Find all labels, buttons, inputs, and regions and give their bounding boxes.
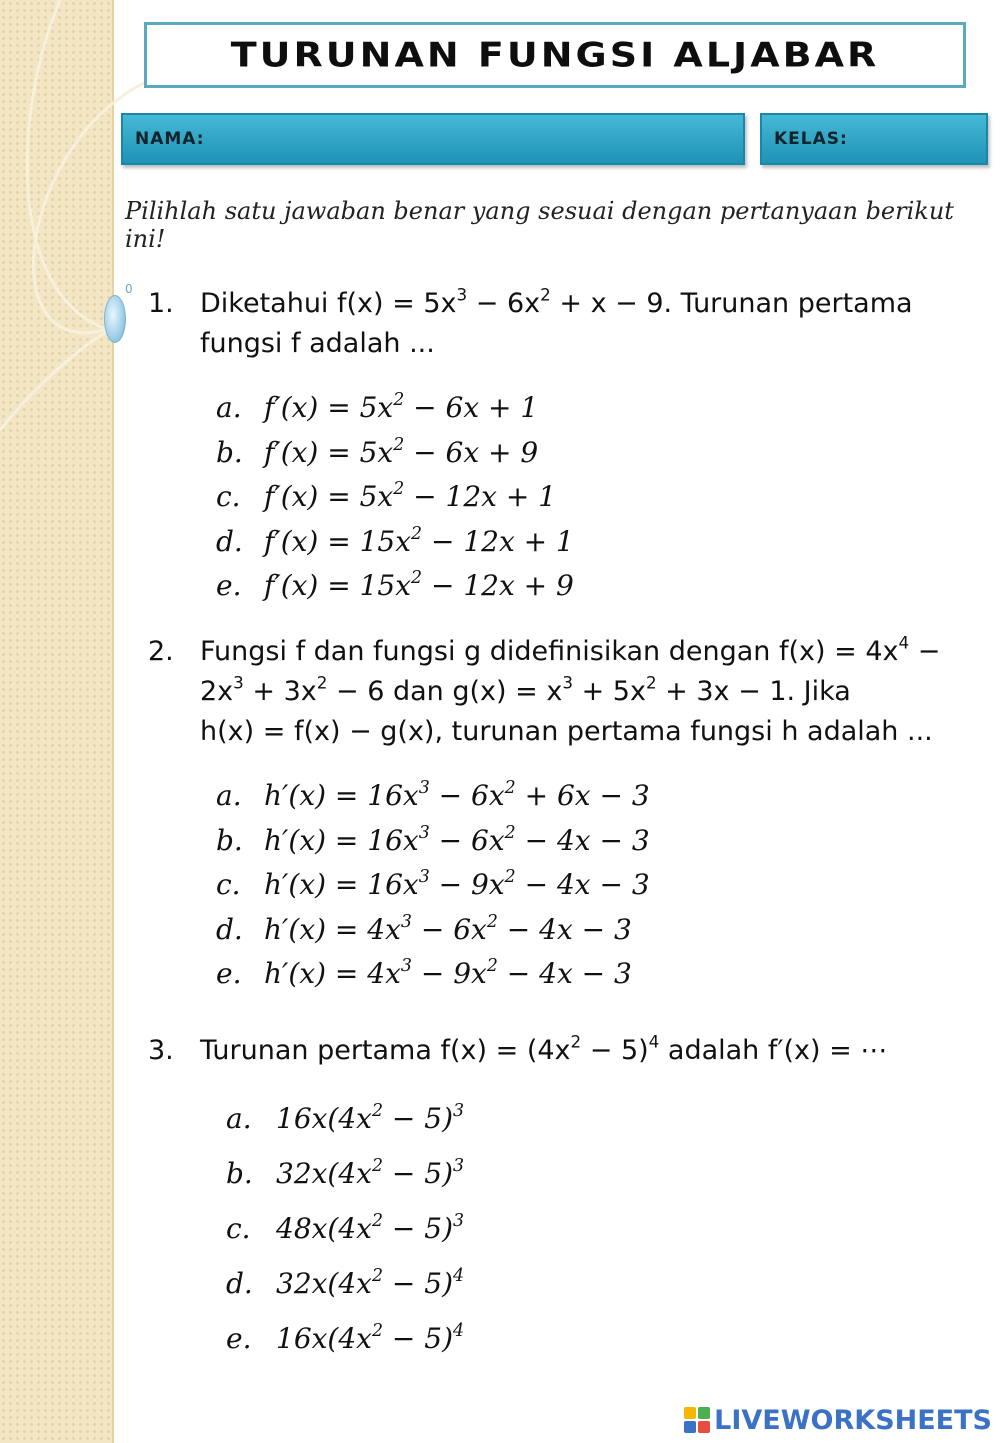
- brand-name: LIVEWORKSHEETS: [714, 1404, 992, 1436]
- page-title: TURUNAN FUNGSI ALJABAR: [230, 35, 880, 75]
- name-label: NAMA:: [135, 129, 205, 149]
- question-text-line: Turunan pertama $f(x) = (4x^2 - 5)^4$ adalah f′(x) = ⋯: [200, 1031, 888, 1066]
- question-text-line: Diketahui $f(x) = 5x^3 - 6x^2 + x - 9$. Turunan pertama: [200, 284, 913, 319]
- option-expression: $h'(x) = 4x^3 - 9x^2 - 4x - 3$: [264, 955, 632, 990]
- class-field[interactable]: [760, 113, 988, 165]
- option-letter: e.: [216, 957, 242, 990]
- option-expression: $f'(x) = 15x^2 - 12x + 1$: [264, 523, 574, 558]
- question-text-line: $2x^3 + 3x^2 - 6$ dan $g(x) = x^3 + 5x^2 + 3x - 1$. Jika: [200, 672, 851, 707]
- liveworksheets-logo: [684, 1405, 992, 1435]
- option-expression: $32x(4x^2 - 5)^4$: [276, 1265, 465, 1300]
- decorative-curves: [0, 0, 150, 520]
- option-letter: c.: [216, 868, 241, 901]
- option-letter: e.: [226, 1322, 252, 1355]
- logo-icon: [684, 1407, 710, 1433]
- option-expression: $f'(x) = 5x^2 - 6x + 1$: [264, 389, 539, 424]
- option-letter: a.: [226, 1102, 252, 1135]
- option-expression: $f'(x) = 5x^2 - 12x + 1$: [264, 478, 557, 513]
- option-letter: a.: [216, 779, 242, 812]
- option-expression: $16x(4x^2 - 5)^3$: [276, 1100, 465, 1135]
- option-expression: $h'(x) = 4x^3 - 6x^2 - 4x - 3$: [264, 911, 632, 946]
- option-expression: $h'(x) = 16x^3 - 6x^2 + 6x - 3$: [264, 777, 650, 812]
- option-expression: $48x(4x^2 - 5)^3$: [276, 1210, 465, 1245]
- option-letter: c.: [226, 1212, 251, 1245]
- title-box: [144, 22, 966, 88]
- slide-bullet-icon: [104, 295, 126, 343]
- question-number: 1.: [148, 288, 174, 319]
- instruction-text: Pilihlah satu jawaban benar yang sesuai dengan pertanyaan berikut ini!: [125, 197, 954, 253]
- option-letter: a.: [216, 391, 242, 424]
- option-letter: d.: [216, 524, 243, 558]
- question-text-line: fungsi f adalah ...: [200, 328, 435, 359]
- option-expression: $f'(x) = 15x^2 - 12x + 9$: [264, 567, 574, 602]
- option-expression: $32x(4x^2 - 5)^3$: [276, 1155, 465, 1190]
- slide-number: 0: [125, 282, 133, 296]
- name-field[interactable]: [121, 113, 745, 165]
- question-number: 3.: [148, 1035, 174, 1066]
- option-letter: c.: [216, 480, 241, 513]
- option-expression: $f'(x) = 5x^2 - 6x + 9$: [264, 434, 539, 469]
- option-letter: d.: [216, 912, 243, 946]
- question-number: 2.: [148, 636, 174, 667]
- option-expression: $16x(4x^2 - 5)^4$: [276, 1320, 465, 1355]
- class-label: KELAS:: [774, 129, 848, 149]
- question-text-line: h(x) = f(x) − g(x), turunan pertama fungsi h adalah ...: [200, 716, 933, 747]
- option-letter: b.: [226, 1157, 253, 1190]
- question-text-line: Fungsi f dan fungsi g didefinisikan dengan $f(x) = 4x^4$ −: [200, 632, 941, 667]
- option-letter: b.: [216, 435, 243, 469]
- option-letter: e.: [216, 569, 242, 602]
- option-letter: b.: [216, 823, 243, 857]
- option-letter: d.: [226, 1267, 253, 1300]
- option-expression: $h'(x) = 16x^3 - 6x^2 - 4x - 3$: [264, 822, 650, 857]
- option-expression: $h'(x) = 16x^3 - 9x^2 - 4x - 3$: [264, 866, 650, 901]
